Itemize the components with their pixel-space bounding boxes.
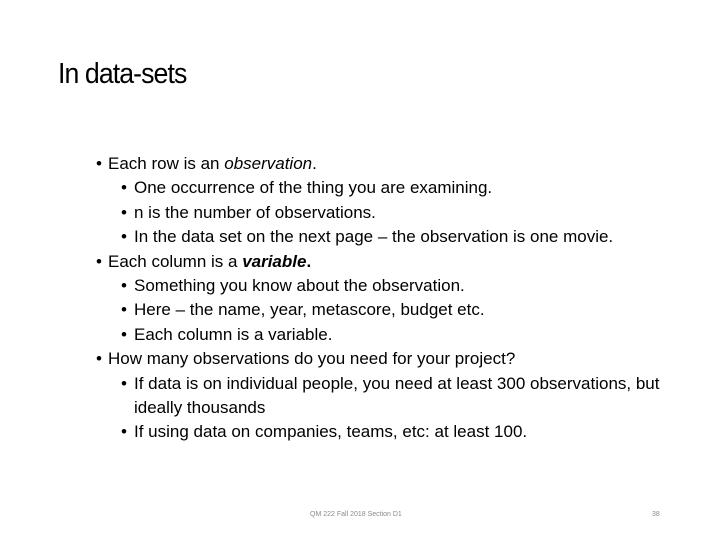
bullet-icon: • bbox=[121, 324, 127, 344]
bullet-icon: • bbox=[121, 178, 127, 198]
sub-bullet bbox=[92, 176, 692, 200]
sub-bullet-text: Something you know about the observation. bbox=[134, 276, 465, 296]
sub-bullet bbox=[92, 323, 692, 347]
bullet-row bbox=[92, 347, 692, 371]
page-number: 38 bbox=[652, 511, 660, 518]
bullet-emphasis: variable bbox=[242, 251, 307, 271]
bullet-icon: • bbox=[121, 422, 127, 442]
sub-bullet-text: n is the number of observations. bbox=[134, 202, 376, 222]
sub-bullet-text: One occurrence of the thing you are examining. bbox=[134, 178, 493, 198]
sub-bullet bbox=[92, 298, 692, 322]
bullet-text: How many observations do you need for your project? bbox=[108, 349, 516, 369]
bullet-icon: • bbox=[121, 373, 127, 393]
bullet-row bbox=[92, 250, 692, 274]
sub-bullet bbox=[92, 225, 692, 249]
sub-bullet bbox=[92, 201, 692, 225]
bullet-icon: • bbox=[121, 300, 127, 320]
bullet-list bbox=[92, 152, 692, 445]
bullet-icon: • bbox=[96, 154, 102, 173]
sub-bullet bbox=[92, 274, 692, 298]
sub-bullet-text: In the data set on the next page – the observation is one movie. bbox=[134, 227, 614, 247]
slide-title: In data-sets bbox=[58, 58, 187, 90]
slide-footer: QM 222 Fall 2018 Section D1 bbox=[310, 511, 402, 518]
sub-bullet-text: Each column is a variable. bbox=[134, 324, 333, 344]
bullet-icon: • bbox=[96, 349, 102, 369]
sub-bullet-text: If data is on individual people, you need at least 300 observations, but ideally thousands bbox=[134, 373, 660, 418]
sub-bullet bbox=[92, 372, 692, 421]
bullet-text: Each row is an bbox=[108, 154, 225, 173]
bullet-text: Each column is a bbox=[108, 251, 243, 271]
bullet-icon: • bbox=[121, 276, 127, 296]
bullet-text: . bbox=[306, 251, 312, 271]
bullet-text: . bbox=[312, 154, 317, 173]
sub-bullet bbox=[92, 420, 692, 444]
bullet-icon: • bbox=[96, 251, 102, 271]
bullet-row bbox=[92, 152, 692, 176]
sub-bullet-text: If using data on companies, teams, etc: at least 100. bbox=[134, 422, 528, 442]
bullet-icon: • bbox=[121, 202, 127, 222]
bullet-emphasis: observation bbox=[224, 154, 313, 173]
sub-bullet-text: Here – the name, year, metascore, budget etc. bbox=[134, 300, 485, 320]
bullet-icon: • bbox=[121, 227, 127, 247]
